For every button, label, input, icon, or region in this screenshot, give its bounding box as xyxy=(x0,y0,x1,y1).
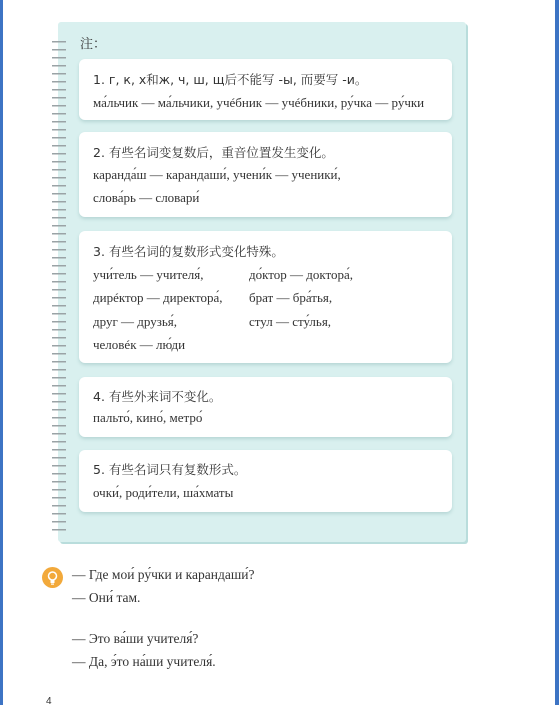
note-4-example: пальто́, кино́, метро́ xyxy=(93,410,203,425)
dialog-line-2: — Они́ там. xyxy=(72,590,141,605)
page-number: 4 xyxy=(46,696,52,707)
note-3-example: брат — бра́тья, xyxy=(249,290,333,305)
lightbulb-icon xyxy=(42,567,63,588)
note-1-heading: 1. г, к, х和ж, ч, ш, щ后不能写 -ы, 而要写 -и。 xyxy=(93,72,368,87)
spiral-binding xyxy=(52,38,66,532)
note-3-example: стул — сту́лья, xyxy=(249,314,332,329)
note-3-example: до́ктор — доктора́, xyxy=(249,267,354,282)
note-5-heading: 5. 有些名词只有复数形式。 xyxy=(93,462,247,477)
note-3-example: друг — друзья́, xyxy=(93,314,178,329)
note-3-example: дирéктор — директора́, xyxy=(93,290,223,305)
note-card-1 xyxy=(79,59,452,120)
dialog-line-1: — Где мои́ ру́чки и карандаши́? xyxy=(72,567,255,582)
page-frame-left xyxy=(0,0,3,705)
note-4-heading: 4. 有些外来词不变化。 xyxy=(93,389,222,404)
note-card-4 xyxy=(79,377,452,437)
page-frame-right xyxy=(555,0,559,705)
dialog-line-3: — Это ва́ши учителя́? xyxy=(72,631,199,646)
note-card-2 xyxy=(79,132,452,217)
note-2-example-2: слова́рь — словари́ xyxy=(93,190,200,205)
note-card-3 xyxy=(79,231,452,363)
note-2-heading: 2. 有些名词变复数后，重音位置发生变化。 xyxy=(93,145,334,160)
note-card-5 xyxy=(79,450,452,512)
note-3-heading: 3. 有些名词的复数形式变化特殊。 xyxy=(93,244,284,259)
note-5-example: очки́, роди́тели, ша́хматы xyxy=(93,485,234,500)
note-3-example: учи́тель — учителя́, xyxy=(93,267,204,282)
note-1-example: ма́льчик — ма́льчики, учéбник — учéбники, ру́чка — ру́чки xyxy=(93,95,425,110)
note-2-example-1: каранда́ш — карандаши́, учени́к — ученики́, xyxy=(93,167,341,182)
dialog-line-4: — Да, э́то на́ши учителя́. xyxy=(72,654,216,669)
notes-label: 注： xyxy=(80,37,107,52)
note-3-example: человéк — лю́ди xyxy=(93,337,186,352)
